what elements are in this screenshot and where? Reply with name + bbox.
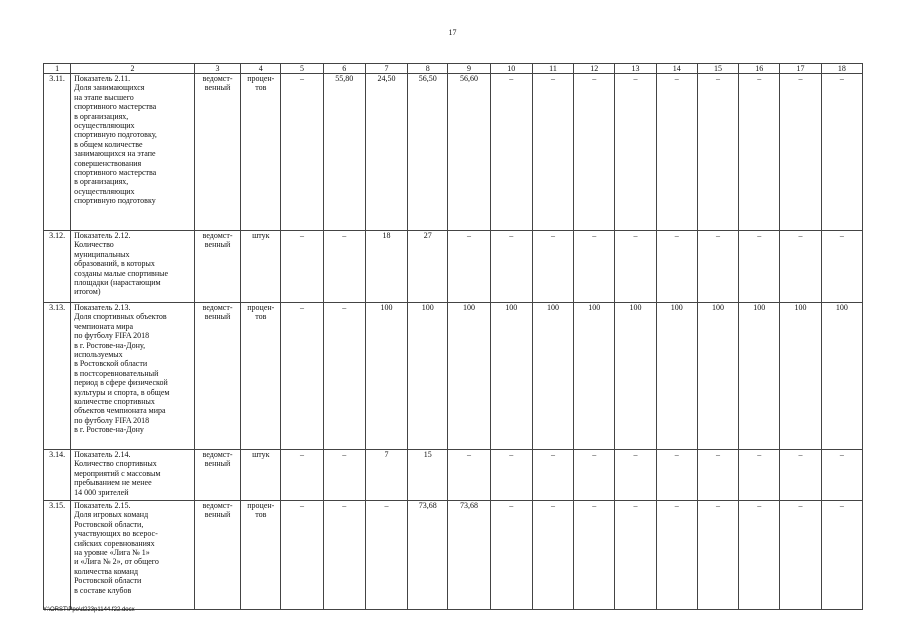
value-cell: 100	[574, 303, 615, 450]
value-cell: –	[739, 74, 780, 231]
value-cell: 15	[408, 450, 448, 501]
indicator-description-line: Ростовской области	[74, 576, 142, 586]
value-cell: 100	[408, 303, 448, 450]
indicator-description-line: на уровне «Лига № 1»	[74, 548, 150, 558]
value-cell: –	[656, 231, 697, 303]
indicator-description-line: спортивную подготовку	[74, 196, 156, 206]
value-cell: –	[490, 231, 532, 303]
indicator-description-line: по футболу FIFA 2018	[74, 331, 150, 341]
unit-of-measure-line: штук	[252, 450, 270, 459]
value-cell: –	[656, 501, 697, 610]
column-header-9: 9	[448, 64, 490, 74]
value-cell: 73,68	[408, 501, 448, 610]
column-header-14: 14	[656, 64, 697, 74]
data-source	[194, 231, 240, 303]
indicator-description-line: Доля игровых команд	[74, 510, 149, 520]
value-cell: –	[574, 74, 615, 231]
value-cell: 100	[365, 303, 407, 450]
value-cell: –	[697, 501, 738, 610]
value-cell: –	[697, 231, 738, 303]
value-cell: –	[323, 450, 365, 501]
indicator-description-line: пребыванием не менее	[74, 478, 152, 488]
value-cell: –	[697, 450, 738, 501]
value-cell: 56,50	[408, 74, 448, 231]
indicator-description-line: количества команд	[74, 566, 139, 576]
value-cell: –	[739, 450, 780, 501]
indicator-description-line: итогом)	[74, 287, 101, 297]
indicator-description-line: Показатель 2.15.	[74, 501, 131, 510]
value-cell: 18	[365, 231, 407, 303]
value-cell: 100	[448, 303, 490, 450]
indicator-description-line: сийских соревнованиях	[74, 538, 155, 548]
unit-of-measure	[241, 450, 281, 501]
data-source-line: венный	[204, 312, 231, 322]
indicator-description-line: площадки (нарастающим	[74, 278, 161, 288]
indicator-description-line: чемпионата мира	[74, 321, 134, 331]
indicator-description-line: Доля спортивных объектов	[74, 312, 167, 322]
value-cell: –	[490, 74, 532, 231]
value-cell: –	[656, 74, 697, 231]
table-row	[44, 501, 863, 610]
column-header-11: 11	[532, 64, 573, 74]
data-source-line: венный	[204, 240, 231, 250]
value-cell: –	[281, 231, 323, 303]
unit-of-measure-line: тов	[255, 83, 267, 93]
row-number: 3.14.	[44, 450, 71, 501]
value-cell: 100	[490, 303, 532, 450]
column-header-17: 17	[780, 64, 821, 74]
column-header-3: 3	[194, 64, 240, 74]
unit-of-measure-line: процен-	[247, 74, 275, 83]
data-source	[194, 501, 240, 610]
column-header-8: 8	[408, 64, 448, 74]
data-source-line: ведомст-	[202, 303, 233, 312]
indicator-description-line: в организациях,	[74, 177, 129, 187]
indicator-description	[71, 450, 195, 501]
file-path-footer: Y:\ORST\Ppo\d223p1144.f22.docx	[43, 607, 135, 613]
unit-of-measure-line: тов	[255, 312, 267, 322]
indicator-description	[71, 501, 195, 610]
value-cell: –	[821, 231, 862, 303]
indicator-description-line: Показатель 2.12.	[74, 231, 131, 240]
value-cell: –	[574, 231, 615, 303]
value-cell: –	[281, 303, 323, 450]
value-cell: –	[323, 231, 365, 303]
value-cell: –	[780, 74, 821, 231]
value-cell: 100	[739, 303, 780, 450]
indicator-description-line: объектов чемпионата мира	[74, 406, 166, 416]
value-cell: –	[532, 501, 573, 610]
data-source	[194, 303, 240, 450]
value-cell: 73,68	[448, 501, 490, 610]
column-header-10: 10	[490, 64, 532, 74]
row-number: 3.13.	[44, 303, 71, 450]
unit-of-measure	[241, 231, 281, 303]
data-source-line: венный	[204, 83, 231, 93]
indicator-description-line: 14 000 зрителей	[74, 487, 129, 497]
data-source-line: ведомст-	[202, 450, 233, 459]
data-source-line: ведомст-	[202, 501, 233, 510]
value-cell: –	[281, 74, 323, 231]
indicator-description-line: Доля занимающихся	[74, 83, 145, 93]
unit-of-measure-line: тов	[255, 510, 267, 520]
column-header-6: 6	[323, 64, 365, 74]
indicator-description-line: в организациях,	[74, 111, 129, 121]
value-cell: 100	[780, 303, 821, 450]
indicator-description-line: спортивного мастерства	[74, 102, 157, 112]
value-cell: 27	[408, 231, 448, 303]
column-header-16: 16	[739, 64, 780, 74]
table-header	[44, 64, 863, 74]
value-cell: –	[615, 501, 656, 610]
value-cell: –	[615, 450, 656, 501]
indicator-description-line: в г. Ростове-на-Дону	[74, 425, 144, 435]
row-number: 3.12.	[44, 231, 71, 303]
value-cell: –	[821, 450, 862, 501]
unit-of-measure-line: штук	[252, 231, 270, 240]
value-cell: –	[739, 231, 780, 303]
data-source	[194, 450, 240, 501]
value-cell: –	[281, 501, 323, 610]
value-cell: 100	[532, 303, 573, 450]
column-header-4: 4	[241, 64, 281, 74]
value-cell: –	[780, 501, 821, 610]
table-row	[44, 74, 863, 231]
row-number: 3.15.	[44, 501, 71, 610]
value-cell: –	[323, 501, 365, 610]
column-header-18: 18	[821, 64, 862, 74]
value-cell: –	[281, 450, 323, 501]
indicator-description-line: спортивного мастерства	[74, 168, 157, 178]
indicator-description-line: на этапе высшего	[74, 92, 134, 102]
value-cell: –	[323, 303, 365, 450]
value-cell: –	[780, 231, 821, 303]
table-row	[44, 231, 863, 303]
value-cell: –	[780, 450, 821, 501]
indicator-description-line: совершенствования	[74, 158, 142, 168]
column-header-1: 1	[44, 64, 71, 74]
data-source-line: ведомст-	[202, 231, 233, 240]
indicator-description-line: количестве спортивных	[74, 397, 155, 407]
table-body	[44, 74, 863, 610]
value-cell: 100	[697, 303, 738, 450]
indicator-description-line: и «Лига № 2», от общего	[74, 557, 159, 567]
value-cell: –	[739, 501, 780, 610]
row-number: 3.11.	[44, 74, 71, 231]
unit-of-measure	[241, 501, 281, 610]
indicator-description-line: участвующих во всерос-	[74, 529, 158, 539]
column-header-2: 2	[71, 64, 195, 74]
value-cell: 100	[821, 303, 862, 450]
column-header-5: 5	[281, 64, 323, 74]
value-cell: –	[532, 231, 573, 303]
value-cell: 55,80	[323, 74, 365, 231]
data-source	[194, 74, 240, 231]
table-row	[44, 450, 863, 501]
value-cell: –	[821, 501, 862, 610]
indicator-description-line: осуществляющих	[74, 186, 135, 196]
indicator-description-line: осуществляющих	[74, 121, 135, 131]
indicator-description-line: по футболу FIFA 2018	[74, 415, 150, 425]
value-cell: 56,60	[448, 74, 490, 231]
indicator-description-line: Ростовской области,	[74, 519, 144, 529]
indicator-description-line: Показатель 2.11.	[74, 74, 131, 83]
indicator-description	[71, 303, 195, 450]
indicator-description-line: Количество	[74, 240, 114, 250]
indicator-description-line: культуры и спорта, в общем	[74, 387, 170, 397]
indicator-description-line: занимающихся на этапе	[74, 149, 156, 159]
indicator-description-line: в общем количестве	[74, 139, 143, 149]
column-header-13: 13	[615, 64, 656, 74]
value-cell: –	[697, 74, 738, 231]
unit-of-measure	[241, 74, 281, 231]
unit-of-measure-line: процен-	[247, 303, 275, 312]
value-cell: 100	[615, 303, 656, 450]
indicator-description-line: спортивную подготовку,	[74, 130, 157, 140]
value-cell: –	[365, 501, 407, 610]
indicator-description-line: Количество спортивных	[74, 459, 157, 469]
indicator-description	[71, 74, 195, 231]
indicator-description-line: используемых	[74, 350, 123, 360]
value-cell: 100	[656, 303, 697, 450]
table-row	[44, 303, 863, 450]
value-cell: 7	[365, 450, 407, 501]
column-header-7: 7	[365, 64, 407, 74]
data-source-line: венный	[204, 459, 231, 469]
value-cell: –	[574, 450, 615, 501]
page-number: 17	[448, 28, 457, 37]
indicator-description-line: период в сфере физической	[74, 378, 168, 388]
value-cell: –	[821, 74, 862, 231]
indicator-description-line: муниципальных	[74, 249, 130, 259]
indicator-table	[43, 63, 863, 610]
unit-of-measure-line: процен-	[247, 501, 275, 510]
column-header-12: 12	[574, 64, 615, 74]
value-cell: –	[532, 74, 573, 231]
value-cell: 24,50	[365, 74, 407, 231]
value-cell: –	[574, 501, 615, 610]
indicator-description-line: Показатель 2.13.	[74, 303, 131, 312]
unit-of-measure	[241, 303, 281, 450]
value-cell: –	[615, 74, 656, 231]
indicator-description-line: в постсоревновательный	[74, 368, 159, 378]
indicator-description-line: мероприятий с массовым	[74, 468, 161, 478]
value-cell: –	[615, 231, 656, 303]
value-cell: –	[656, 450, 697, 501]
value-cell: –	[532, 450, 573, 501]
indicator-description-line: в Ростовской области	[74, 359, 148, 369]
indicator-description	[71, 231, 195, 303]
value-cell: –	[448, 450, 490, 501]
indicator-description-line: образований, в которых	[74, 259, 155, 269]
indicator-description-line: Показатель 2.14.	[74, 450, 131, 459]
indicator-description-line: созданы малые спортивные	[74, 268, 169, 278]
value-cell: –	[448, 231, 490, 303]
indicator-description-line: в составе клубов	[74, 585, 132, 595]
value-cell: –	[490, 501, 532, 610]
indicator-description-line: в г. Ростове-на-Дону,	[74, 340, 146, 350]
data-source-line: ведомст-	[202, 74, 233, 83]
data-source-line: венный	[204, 510, 231, 520]
column-header-15: 15	[697, 64, 738, 74]
value-cell: –	[490, 450, 532, 501]
